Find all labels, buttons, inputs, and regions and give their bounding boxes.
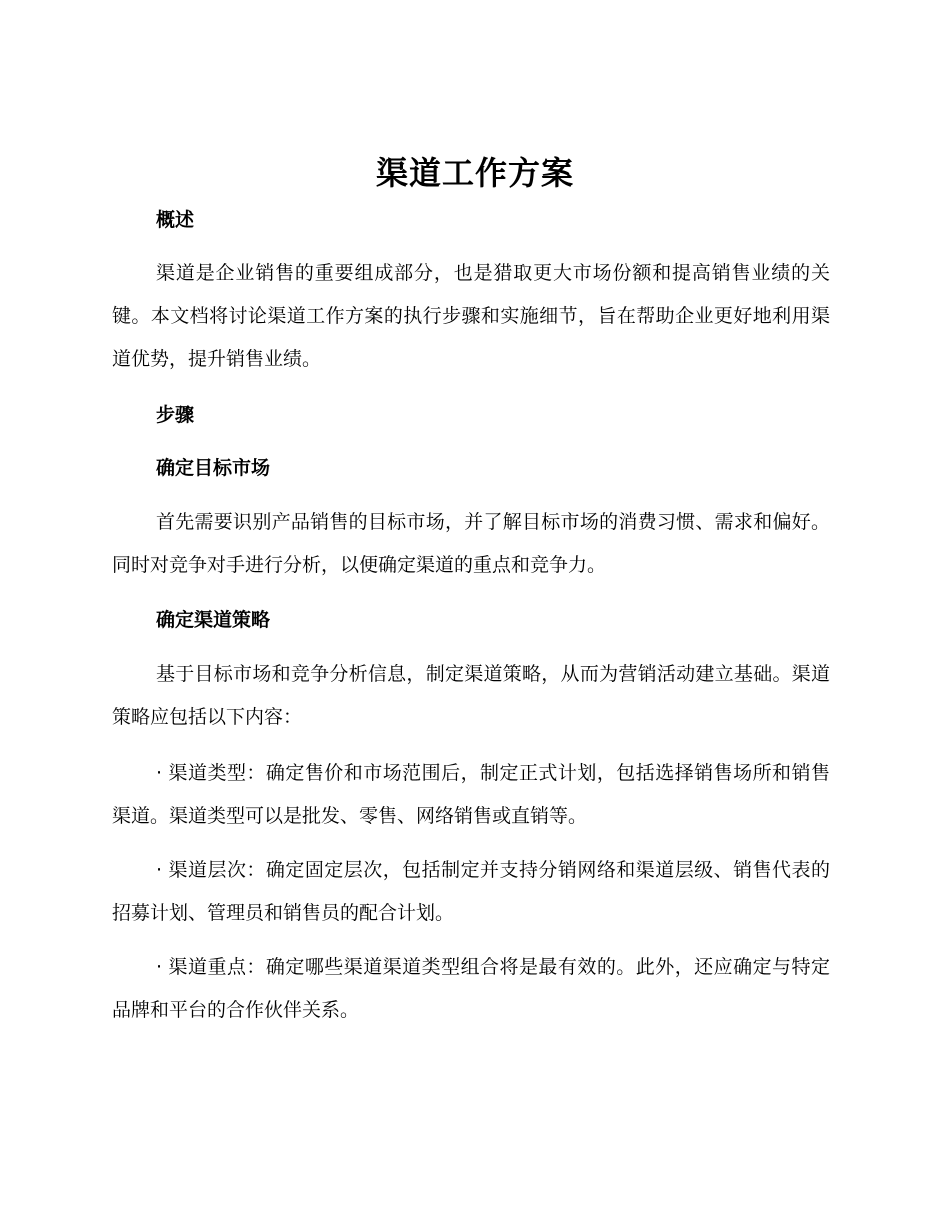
section-heading-steps: 步骤: [156, 404, 195, 426]
paragraph-target-market: 首先需要识别产品销售的目标市场，并了解目标市场的消费习惯、需求和偏好。同时对竞争对手进行分析，以便确定渠道的重点和竞争力。: [112, 511, 830, 576]
document-title: 渠道工作方案: [375, 154, 574, 192]
section-heading-overview: 概述: [156, 209, 195, 231]
section-heading-target-market: 确定目标市场: [156, 457, 271, 479]
section-heading-channel-strategy: 确定渠道策略: [156, 609, 271, 631]
bullet-channel-focus: · 渠道重点：确定哪些渠道渠道类型组合将是最有效的。此外，还应确定与特定品牌和平台的合作伙伴关系。: [112, 956, 830, 1021]
paragraph-channel-strategy: 基于目标市场和竞争分析信息，制定渠道策略，从而为营销活动建立基础。渠道策略应包括以下内容：: [112, 663, 830, 728]
bullet-channel-type: · 渠道类型：确定售价和市场范围后，制定正式计划，包括选择销售场所和销售渠道。渠道类型可以是批发、零售、网络销售或直销等。: [112, 762, 830, 827]
paragraph-overview: 渠道是企业销售的重要组成部分，也是猎取更大市场份额和提高销售业绩的关键。本文档将讨论渠道工作方案的执行步骤和实施细节，旨在帮助企业更好地利用渠道优势，提升销售业绩。: [112, 262, 830, 370]
bullet-channel-level: · 渠道层次：确定固定层次，包括制定并支持分销网络和渠道层级、销售代表的招募计划、管理员和销售员的配合计划。: [112, 859, 830, 924]
